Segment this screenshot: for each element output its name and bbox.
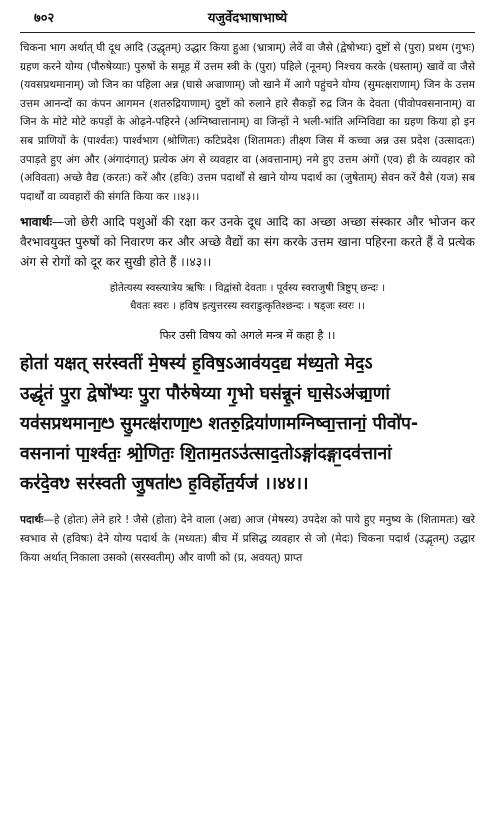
bhavarth-text: —जो छेरी आदि पशुओं की रक्षा कर उनके दूध आदि का अच्छा अच्छा संस्कार और भोजन कर वैरभावयुक्त पुरुषों को निवारण कर और अच्छे वैद्यों का संग करके उत्तम खाना पहिरना करते हैं वे प्रत्येक अंग से रोगों को दूर कर सुखी होते हैं ।।४३।।	[20, 215, 475, 270]
bhavarth-paragraph	[20, 212, 475, 272]
page-header	[20, 6, 475, 28]
mantra-metadata	[20, 280, 475, 316]
mantra-line: कर॑दे॒वᳪ सर॑स्वती जु॒षता॑ᳩ ह॒विर्होत॒र्यज॑ ।।४४।।	[20, 474, 309, 495]
metadata-line: होतेत्यस्य स्वस्त्यात्रेय ऋषिः । विद्वांसो देवताः । पूर्वस्य स्वराजुषी त्रिष्टुप् छन्दः ।	[109, 283, 386, 295]
bhavarth-label: भावार्थः	[20, 215, 52, 230]
running-title: यजुर्वेदभाषाभाष्ये	[207, 11, 288, 26]
mantra-line: यव॑सप्रथमाना॒ᳩ सु॒मत्क्ष॑राणा॒ᳩ शतरु॒द्रिया॑णामग्निष्वा॒त्तानां॒ पीवो॑प-	[20, 414, 419, 435]
mantra-block	[20, 349, 475, 499]
mantra-line: होता॑ यक्षत् सर॑स्वतीं मे॒षस्य॑ ह॒विष॒ऽआव॑यद॒द्य म॑ध्य॒तो मेद॒ऽ	[20, 354, 373, 375]
padarth-label: पदार्थः	[20, 514, 44, 527]
padarth-text: —हे (होतः) लेने हारे ! जैसे (होता) देने वाला (अद्य) आज (मेषस्य) उपदेश को पाये हुए मनुष्य के (शितामतः) खरे स्वभाव से (हविषः) देने योग्य पदार्थ के (मध्यतः) बीच में प्रसिद्ध व्यवहार से जो (मेदः) चिकना पदार्थ (उद्भृतम्) उद्धार किया अर्थात् निकाला उसको (सरस्वतीम्) और वाणी को (प्र, अवयत्) प्राप्त	[20, 514, 475, 564]
intro-line: फिर उसी विषय को अगले मन्त्र में कहा है ।।	[159, 329, 336, 343]
padarth-paragraph	[20, 511, 475, 567]
metadata-line: धैवतः स्वरः । हविष इत्युत्तरस्य स्वराडुत्कृतिश्छन्दः । षड्जः स्वरः ।।	[130, 301, 365, 313]
mantra-line: वसनानां पा॒र्श्वतः॒ श्रो॒णितः॒ शि॒ताम॒तऽउ॑त्साद॒तोऽङ्गा॑दङ्गा॒दव॑त्तानां	[20, 444, 392, 465]
commentary-paragraph: चिकना भाग अर्थात् घी दूध आदि (उद्धृतम्) उद्धार किया हुआ (भ्रात्राम्) लेवें वा जैसे (द्वेषोभ्यः) दुष्टों से (पुरा) प्रथम (गुभः) ग्रहण करने योग्य (पौरुषेय्याः) पुरुषों के समूह में उत्तम स्त्री के (पुरा) पहिले (नूनम्) निश्चय करके (घस्ताम्) खावें वा जैसे (यवसप्रथमानाम्) जो जिन का पहिला अन्न (घासे अज्राणाम्) जो खाने में आगे पहुंचने योग्य (सुमत्क्षराणाम्) जिन के उत्तम उत्तम आनन्दों का कंपन आगमन (शतरुद्रियाणाम्) दुष्टों को रुलाने हारे सैकड़ों रुद्र जिन के देवता (पीवोपवसनानाम्) वा जिन के मोटे मोटे कपड़ों के ओढ़ने-पहिरने (अग्निष्वात्तानाम्) वा जिन्हों ने भली-भांति अग्निविद्या का ग्रहण किया हो इन सब प्राणियों के (पार्श्वतः) पार्श्वभाग (श्रोणितः) कटिप्रदेश (शितामतः) तीक्ष्ण जिस में कच्चा अन्न उस प्रदेश (उत्सादतः) उपाड़ते हुए अंग और (अंगादंगात्) प्रत्येक अंग से व्यवहार वा (अवत्तानाम्) नमे हुए उत्तम अंगों (एव) ही के व्यवहार को (अविवता) अच्छे वैद्य (करतः) करें और (हविः) उत्तम पदार्थों से खाने योग्य पदार्थ का (जुषेताम्) सेवन करें वैसे (यज) सब पदार्थों वा व्यवहारों की संगति किया कर ।।४३।।	[20, 42, 475, 203]
mantra-line: उद्धृ॑तं पु॒रा द्वेषो॑भ्यः पु॒रा पौरु॑षेय्या गृ॒भो घस॑न्नू॒नं घा॒सेऽअ॑ज्रा॒णां	[20, 384, 390, 405]
header-rule	[20, 32, 475, 33]
page-number: ७०२	[34, 11, 55, 26]
